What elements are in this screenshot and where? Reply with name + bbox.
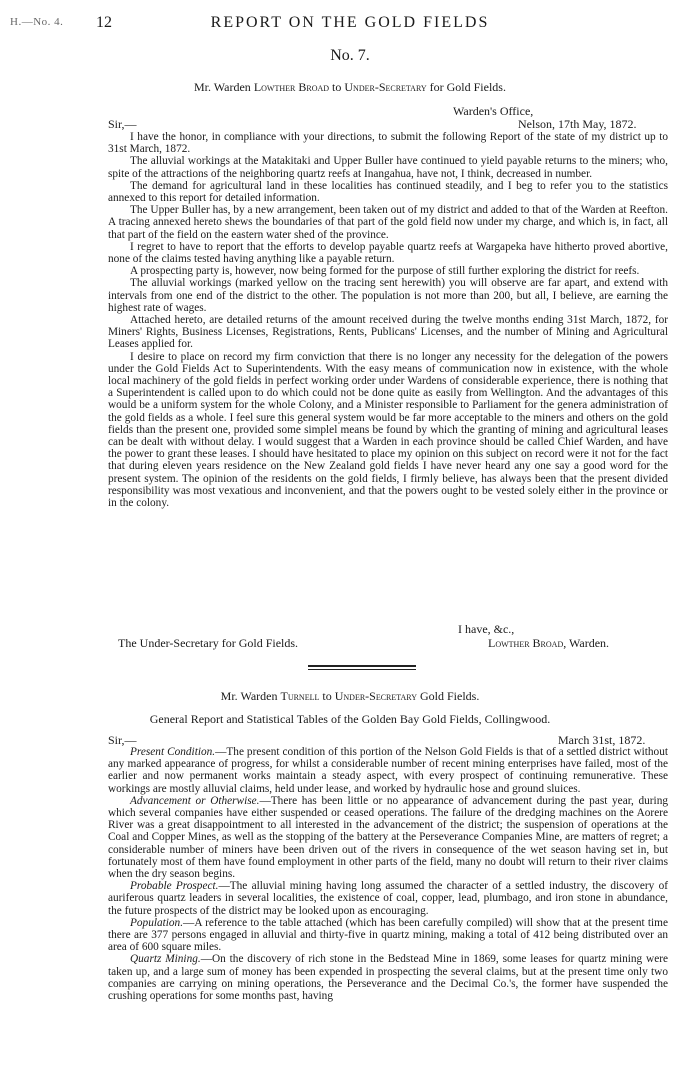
letter1-closing: I have, &c.,	[458, 622, 515, 636]
letter2-sender: Turnell	[280, 689, 320, 703]
paragraph: I have the honor, in compliance with your directions, to submit the following Report of the state of my district up to 31st March, 1872.	[108, 131, 668, 156]
letter1-sender: Lowther Broad	[253, 80, 330, 94]
section-number: No. 7.	[330, 47, 370, 64]
letter2-salutation: Sir,—	[108, 733, 137, 747]
letter1-body	[108, 131, 668, 509]
section-divider	[308, 665, 416, 670]
section-heading: Present Condition.	[130, 746, 216, 758]
letter2-date: March 31st, 1872.	[558, 733, 646, 747]
paragraph: The alluvial workings (marked yellow on the tracing sent herewith) you will observe are far apart, and extend with intervals from one end of the district to the other. The population is not more than 200, but all, I believe, are earning the highest rate of wages.	[108, 277, 668, 314]
letter1-office: Warden's Office,	[453, 104, 534, 118]
report-section: Quartz Mining.—On the discovery of rich stone in the Bedstead Mine in 1869, some leases for quartz mining were taken up, and a large sum of money has been expended in prospecting the several claims, but at the present time only two companies are carrying on mining operations, the Perseverance and the Decimal Co.'s, the former have suspended the crushing operations for some months past, having	[108, 953, 668, 1003]
paragraph: The Upper Buller has, by a new arrangement, been taken out of my district and added to that of the Warden at Reefton. A tracing annexed hereto shews the boundaries of that part of the gold field now under my charge, and which is, in fact, all that part of the field on the eastern water shed of the province.	[108, 204, 668, 241]
section-heading: Probable Prospect.	[130, 880, 219, 893]
paragraph: I desire to place on record my firm conviction that there is no longer any necessity for the delegation of the powers under the Gold Fields Act to Superintendents. With the easy means of communication now in existence, with the whole local machinery of the gold fields in perfect working order under Wardens of considerable experience, there is nothing that a Superintendent is called upon to do which could not be done quite as easily from Wellington. And the advantages of this would be a uniform system for the whole Colony, and a Minister responsible to Parliament for the genera administration of the gold fields as a whole. I feel sure this general system would be far more acceptable to the miners and others on the gold fields than the present one, provided some simplel means be found by which the granting of mining and agricultural leases can be dealt with without delay. I would suggest that a Warden in each province should be called Chief Warden, and have the power to grant these leases. I should have hesitated to place my opinion on this subject on record were it not for the fact that during eleven years residence on the New Zealand gold fields I have never heard any one say a good word for the present system. The opinion of the residents on the gold fields, I firmly believe, has always been that the present divided responsibility was most vexatious and inconvenient, and that the powers ought to be vested solely either in the province or in the colony.	[108, 350, 668, 510]
letter1-signature: Lowther Broad, Warden.	[488, 636, 610, 650]
page-header	[10, 14, 690, 36]
paragraph: The demand for agricultural land in these localities has continued steadily, and I beg to refer you to the statistics annexed to this report for detailed information.	[108, 179, 668, 205]
paragraph: Attached hereto, are detailed returns of the amount received during the twelve months ending 31st March, 1872, for Miners' Rights, Business Licenses, Registrations, Rents, Publicans' Licenses, and the number of Mining and Agricultural Leases applied for.	[108, 314, 668, 351]
letter1-recipient: Under-Secretary	[344, 80, 427, 94]
running-title: REPORT ON THE GOLD FIELDS	[210, 14, 490, 31]
letter1-heading: Mr. Warden Lowther Broad to Under-Secretary for Gold Fields.	[194, 80, 506, 94]
report-section: Present Condition.—The present condition of this portion of the Nelson Gold Fields is that of a settled district without any marked appearance of progress, for whilst a considerable number of recent mining enterprises have failed, most of the earlier and now permanent works maintain a steady aspect, with every prospect of continuing remunerative. These workings are mostly alluvial claims, held under lease, and worked by hydraulic hose and ground sluices.	[108, 746, 668, 795]
paragraph: I regret to have to report that the efforts to develop payable quartz reefs at Wargapeka have hitherto proved abortive, none of the claims tested having anything like a payable return.	[108, 240, 668, 266]
section-heading: Population.	[130, 916, 184, 929]
report-section: Probable Prospect.—The alluvial mining having long assumed the character of a settled industry, the discovery of auriferous quartz leaders in several localities, the existence of coal, copper, lead, plumbago, and iron stone in abundance, the future prospects of the district may be looked upon as encouraging.	[108, 880, 668, 917]
paragraph: A prospecting party is, however, now being formed for the purpose of still further exploring the district for reefs.	[130, 265, 640, 278]
page-number: 12	[96, 14, 112, 31]
report-section: Advancement or Otherwise.—There has been little or no appearance of advancement during the past year, during which several companies have either suspended or ceased operations. The failure of the dredging machines on the Aorere River was a great disappointment to all interested in the advancement of the district; the suspension of operations at the Coal and Copper Mines, as well as the stopping of the battery at the Perseverance Companies Mine, are matters of regret; a considerable number of miners have been driven out of the rivers in consequence of the wet season having set in, but fortunately most of them have found employment in other parts of the field, many no doubt will return to their river claims when the dry season begins.	[108, 794, 668, 881]
section-heading: Advancement or Otherwise.	[130, 794, 260, 807]
letter2-body	[108, 746, 668, 1002]
letter2-subtitle: General Report and Statistical Tables of the Golden Bay Gold Fields, Collingwood.	[149, 712, 551, 726]
section-heading: Quartz Mining.	[130, 953, 201, 966]
letter2-heading: Mr. Warden Turnell to Under-Secretary Gold Fields.	[220, 689, 480, 703]
letter2-recipient: Under-Secretary	[334, 689, 417, 703]
document-reference: H.—No. 4.	[10, 16, 64, 28]
letter1-addressee: The Under-Secretary for Gold Fields.	[118, 636, 299, 650]
letter1-place-date: Nelson, 17th May, 1872.	[518, 117, 637, 131]
paragraph: The alluvial workings at the Matakitaki and Upper Buller have continued to yield payable returns to the miners; who, spite of the attractions of the neighboring quartz reefs at Inangahua, have not, I think, decreased in number.	[108, 155, 668, 180]
report-section: Population.—A reference to the table attached (which has been carefully compiled) will show that at the present time there are 377 persons engaged in alluvial and thirty-five in quartz mining, making a total of 412 being distributed over an area of 600 square miles.	[108, 916, 668, 954]
letter1-salutation: Sir,—	[108, 117, 137, 131]
